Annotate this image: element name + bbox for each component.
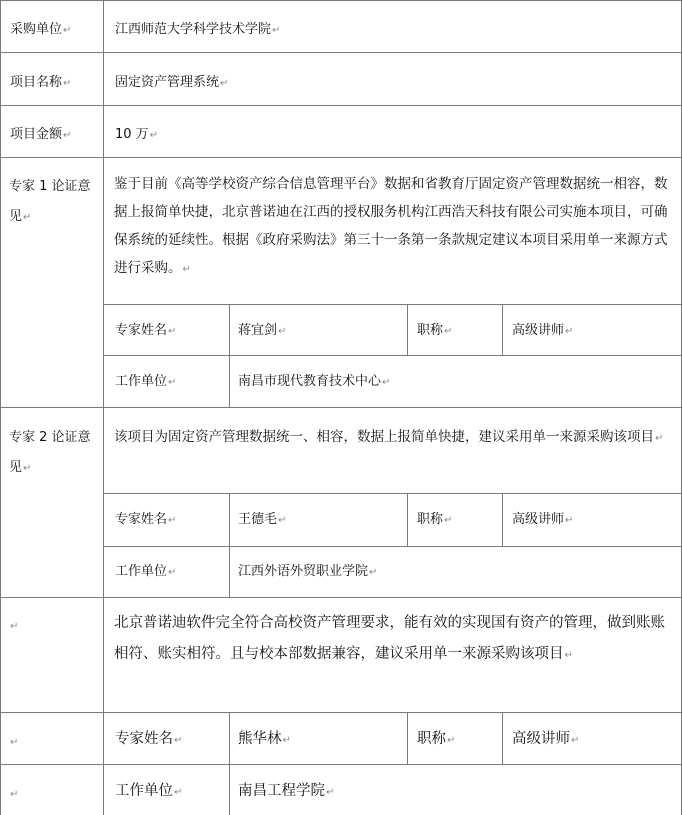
expert3-heading: ↵ [10,621,19,632]
procurement-unit-label: 采购单位↵ [10,22,72,37]
expert1-unit: 南昌市现代教育技术中心↵ [238,374,391,389]
column-divider [407,304,408,355]
project-name-label: 项目名称↵ [10,75,72,90]
expert2-unit-label: 工作单位↵ [115,564,177,579]
column-divider [229,304,230,407]
row-divider [103,304,682,305]
expert2-title-label: 职称↵ [417,512,453,527]
procurement-unit-value: 江西师范大学科学技术学院↵ [115,22,281,37]
expert2-opinion: 该项目为固定资产管理数据统一、相容，数据上报简单快捷，建议采用单一来源采购该项目↵ [114,429,664,445]
expert3-unit-label: 工作单位↵ [115,783,183,799]
expert3-name-label: 专家姓名↵ [115,731,183,747]
project-amount-label: 项目金额↵ [10,127,72,142]
expert1-title: 高级讲师↵ [512,323,574,338]
expert2-name: 王德毛↵ [238,512,287,527]
row-divider [103,355,682,356]
expert1-opinion: 鉴于目前《高等学校资产综合信息管理平台》数据和省教育厅固定资产管理数据统一相容，数据上报简单快捷，北京普诺迪在江西的授权服务机构江西浩天科技有限公司实施本项目，可确保系统的延续性。根据《政府采购法》第三十一条第一条款规定建议本项目采用单一来源方式进行采购。↵ [114,176,668,276]
expert2-unit: 江西外语外贸职业学院↵ [238,564,378,579]
table-border-left [0,0,1,815]
column-divider [103,0,104,815]
expert3-opinion: 北京普诺迪软件完全符合高校资产管理要求，能有效的实现国有资产的管理，做到账账相符、账实相符。且与校本部数据兼容，建议采用单一来源采购该项目↵ [114,615,665,662]
expert3-title-label: 职称↵ [417,731,456,747]
expert2-title: 高级讲师↵ [512,512,574,527]
expert1-name: 蒋宜剑↵ [238,323,287,338]
expert3-unit-row-mark: ↵ [10,789,19,800]
column-divider [229,493,230,597]
row-divider [103,546,682,547]
expert1-title-label: 职称↵ [417,323,453,338]
expert1-unit-label: 工作单位↵ [115,374,177,389]
column-divider [502,493,503,546]
expert1-name-label: 专家姓名↵ [115,323,177,338]
column-divider [407,493,408,546]
column-divider [407,712,408,764]
project-amount-value: 10 万↵ [115,127,159,142]
expert3-name: 熊华林↵ [238,731,291,747]
row-divider [103,493,682,494]
column-divider [502,304,503,355]
expert3-unit: 南昌工程学院↵ [238,783,335,799]
expert3-title: 高级讲师↵ [512,731,580,747]
column-divider [229,712,230,815]
expert3-name-row-mark: ↵ [10,737,19,748]
column-divider [502,712,503,764]
expert2-name-label: 专家姓名↵ [115,512,177,527]
expert1-heading: 专家 1 论证意见↵ [9,179,91,224]
project-name-value: 固定资产管理系统↵ [115,75,229,90]
expert2-heading: 专家 2 论证意见↵ [9,430,91,475]
